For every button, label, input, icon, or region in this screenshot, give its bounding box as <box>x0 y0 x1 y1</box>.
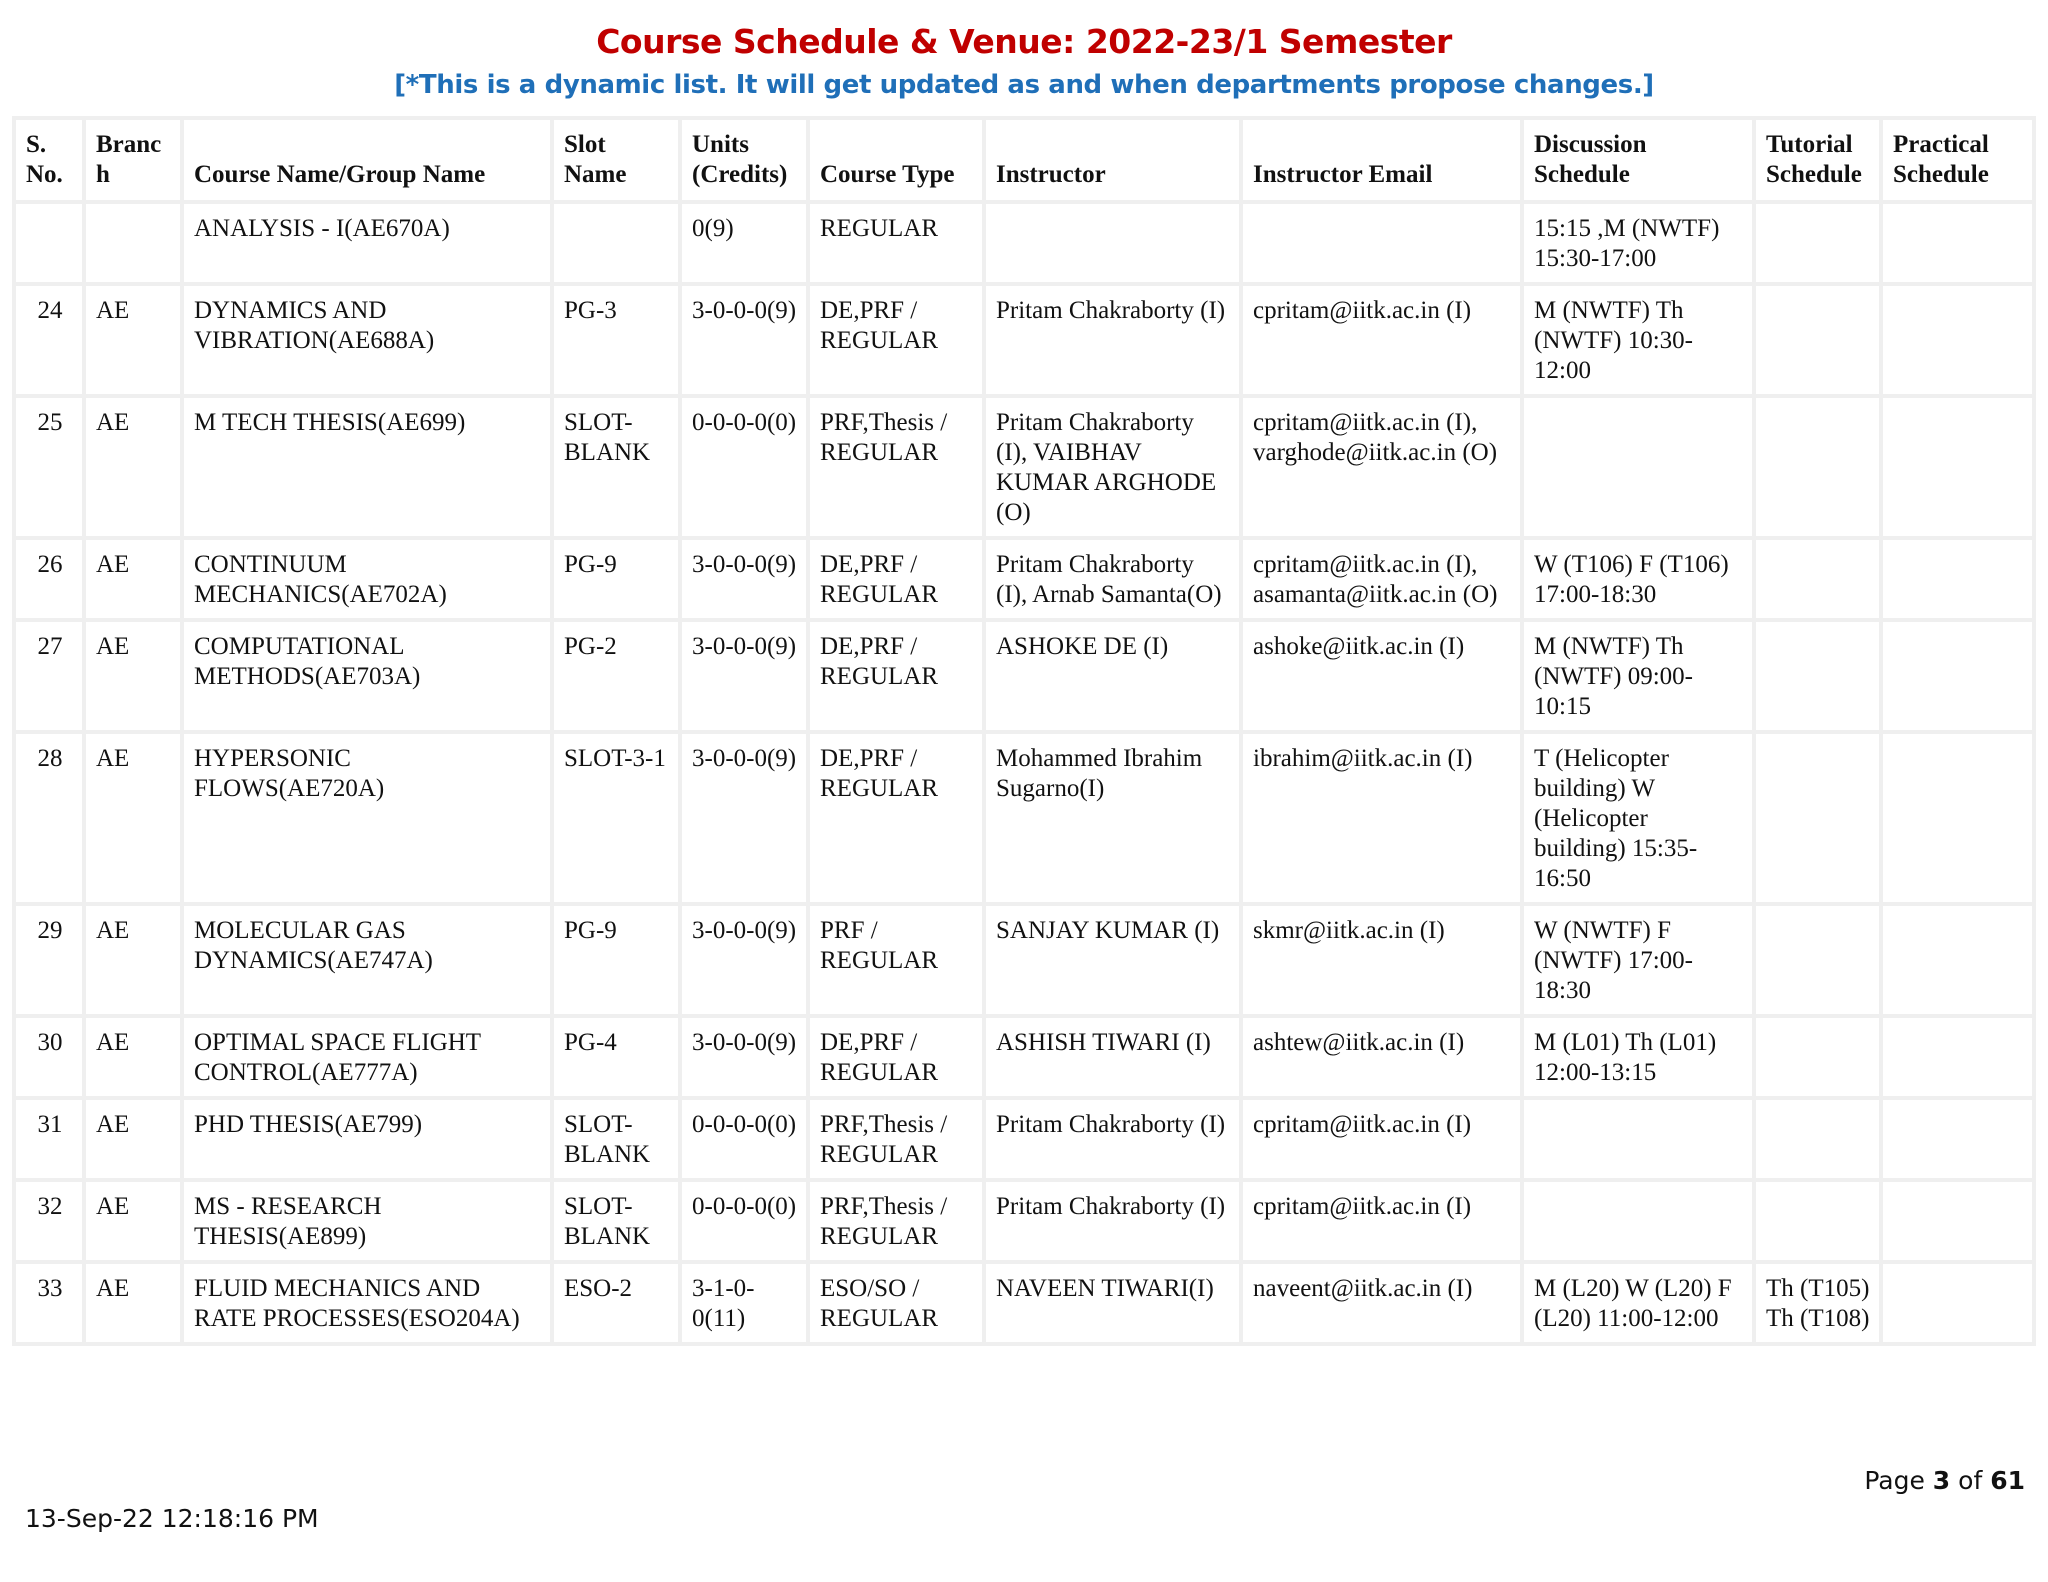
table-row <box>14 1098 2034 1180</box>
page-total: 61 <box>1990 1466 2025 1495</box>
cell-slot-name: PG-4 <box>552 1016 680 1098</box>
cell-instructor: Pritam Chakraborty (I) <box>984 1180 1241 1262</box>
cell-discussion-schedule <box>1522 1098 1754 1180</box>
cell-instructor: Pritam Chakraborty (I), VAIBHAV KUMAR ARGHODE (O) <box>984 396 1241 538</box>
cell-course-type: REGULAR <box>808 202 984 284</box>
cell-instructor-email: skmr@iitk.ac.in (I) <box>1241 904 1522 1016</box>
cell-course-name: COMPUTATIONAL METHODS(AE703A) <box>182 620 552 732</box>
cell-instructor: Pritam Chakraborty (I) <box>984 1098 1241 1180</box>
column-header-practical-schedule: Practical Schedule <box>1881 118 2034 202</box>
cell-branch: AE <box>84 284 182 396</box>
cell-practical-schedule <box>1881 1016 2034 1098</box>
cell-instructor <box>984 202 1241 284</box>
cell-discussion-schedule: W (T106) F (T106) 17:00-18:30 <box>1522 538 1754 620</box>
page-number <box>1864 1466 2025 1495</box>
cell-course-name: ANALYSIS - I(AE670A) <box>182 202 552 284</box>
cell-instructor: NAVEEN TIWARI(I) <box>984 1262 1241 1344</box>
cell-units: 3-0-0-0(9) <box>680 620 808 732</box>
cell-slot-name <box>552 202 680 284</box>
cell-branch: AE <box>84 1098 182 1180</box>
cell-discussion-schedule: M (NWTF) Th (NWTF) 10:30-12:00 <box>1522 284 1754 396</box>
cell-slot-name: PG-2 <box>552 620 680 732</box>
table-row <box>14 538 2034 620</box>
cell-branch: AE <box>84 538 182 620</box>
cell-units: 0-0-0-0(0) <box>680 396 808 538</box>
cell-sno: 26 <box>14 538 84 620</box>
table-row <box>14 1016 2034 1098</box>
cell-units: 0(9) <box>680 202 808 284</box>
cell-tutorial-schedule <box>1754 732 1881 904</box>
cell-instructor-email: cpritam@iitk.ac.in (I) <box>1241 284 1522 396</box>
column-header-sno: S. No. <box>14 118 84 202</box>
cell-course-type: DE,PRF / REGULAR <box>808 538 984 620</box>
page-subtitle: [*This is a dynamic list. It will get updated as and when departments propose changes.] <box>394 70 1654 100</box>
cell-tutorial-schedule: Th (T105) Th (T108) <box>1754 1262 1881 1344</box>
cell-slot-name: ESO-2 <box>552 1262 680 1344</box>
cell-units: 0-0-0-0(0) <box>680 1098 808 1180</box>
table-row <box>14 284 2034 396</box>
cell-tutorial-schedule <box>1754 396 1881 538</box>
print-timestamp: 13-Sep-22 12:18:16 PM <box>25 1504 319 1533</box>
cell-practical-schedule <box>1881 620 2034 732</box>
cell-slot-name: PG-9 <box>552 904 680 1016</box>
cell-branch: AE <box>84 732 182 904</box>
cell-practical-schedule <box>1881 396 2034 538</box>
cell-sno: 29 <box>14 904 84 1016</box>
cell-course-type: PRF,Thesis / REGULAR <box>808 1180 984 1262</box>
cell-practical-schedule <box>1881 284 2034 396</box>
cell-course-type: PRF / REGULAR <box>808 904 984 1016</box>
cell-instructor: SANJAY KUMAR (I) <box>984 904 1241 1016</box>
cell-slot-name: PG-9 <box>552 538 680 620</box>
page-current: 3 <box>1932 1466 1951 1495</box>
table-header-row <box>14 118 2034 202</box>
cell-tutorial-schedule <box>1754 620 1881 732</box>
cell-instructor: ASHOKE DE (I) <box>984 620 1241 732</box>
cell-course-name: M TECH THESIS(AE699) <box>182 396 552 538</box>
cell-instructor-email: cpritam@iitk.ac.in (I) <box>1241 1098 1522 1180</box>
column-header-course-name: Course Name/Group Name <box>182 118 552 202</box>
cell-sno: 24 <box>14 284 84 396</box>
cell-branch: AE <box>84 620 182 732</box>
cell-units: 3-0-0-0(9) <box>680 538 808 620</box>
cell-slot-name: PG-3 <box>552 284 680 396</box>
cell-practical-schedule <box>1881 1262 2034 1344</box>
page-title: Course Schedule & Venue: 2022-23/1 Semester <box>596 22 1452 61</box>
cell-course-type: PRF,Thesis / REGULAR <box>808 396 984 538</box>
cell-discussion-schedule <box>1522 396 1754 538</box>
cell-course-type: DE,PRF / REGULAR <box>808 732 984 904</box>
column-header-units: Units (Credits) <box>680 118 808 202</box>
cell-tutorial-schedule <box>1754 284 1881 396</box>
course-schedule-table <box>12 116 2036 1346</box>
column-header-branch: Branch <box>84 118 182 202</box>
cell-instructor-email: ibrahim@iitk.ac.in (I) <box>1241 732 1522 904</box>
cell-practical-schedule <box>1881 202 2034 284</box>
cell-units: 3-1-0-0(11) <box>680 1262 808 1344</box>
cell-discussion-schedule: T (Helicopter building) W (Helicopter building) 15:35-16:50 <box>1522 732 1754 904</box>
cell-sno <box>14 202 84 284</box>
cell-tutorial-schedule <box>1754 202 1881 284</box>
table-row <box>14 732 2034 904</box>
cell-instructor: Mohammed Ibrahim Sugarno(I) <box>984 732 1241 904</box>
cell-discussion-schedule <box>1522 1180 1754 1262</box>
cell-practical-schedule <box>1881 1180 2034 1262</box>
cell-instructor: Pritam Chakraborty (I), Arnab Samanta(O) <box>984 538 1241 620</box>
cell-instructor: ASHISH TIWARI (I) <box>984 1016 1241 1098</box>
cell-course-type: PRF,Thesis / REGULAR <box>808 1098 984 1180</box>
cell-units: 3-0-0-0(9) <box>680 732 808 904</box>
cell-discussion-schedule: M (L20) W (L20) F (L20) 11:00-12:00 <box>1522 1262 1754 1344</box>
cell-instructor-email: ashtew@iitk.ac.in (I) <box>1241 1016 1522 1098</box>
cell-units: 3-0-0-0(9) <box>680 284 808 396</box>
table-row <box>14 1180 2034 1262</box>
cell-practical-schedule <box>1881 1098 2034 1180</box>
cell-instructor-email: ashoke@iitk.ac.in (I) <box>1241 620 1522 732</box>
column-header-course-type: Course Type <box>808 118 984 202</box>
cell-course-name: HYPERSONIC FLOWS(AE720A) <box>182 732 552 904</box>
table-row <box>14 396 2034 538</box>
cell-course-name: MS - RESEARCH THESIS(AE899) <box>182 1180 552 1262</box>
cell-units: 3-0-0-0(9) <box>680 1016 808 1098</box>
cell-branch: AE <box>84 1016 182 1098</box>
cell-instructor-email: cpritam@iitk.ac.in (I), varghode@iitk.ac.in (O) <box>1241 396 1522 538</box>
cell-slot-name: SLOT-BLANK <box>552 1098 680 1180</box>
cell-tutorial-schedule <box>1754 1098 1881 1180</box>
cell-tutorial-schedule <box>1754 904 1881 1016</box>
cell-sno: 30 <box>14 1016 84 1098</box>
cell-discussion-schedule: W (NWTF) F (NWTF) 17:00-18:30 <box>1522 904 1754 1016</box>
cell-sno: 32 <box>14 1180 84 1262</box>
table-row <box>14 1262 2034 1344</box>
cell-sno: 28 <box>14 732 84 904</box>
column-header-instructor: Instructor <box>984 118 1241 202</box>
cell-course-name: OPTIMAL SPACE FLIGHT CONTROL(AE777A) <box>182 1016 552 1098</box>
cell-course-name: FLUID MECHANICS AND RATE PROCESSES(ESO204A) <box>182 1262 552 1344</box>
table-row <box>14 620 2034 732</box>
cell-practical-schedule <box>1881 904 2034 1016</box>
cell-units: 3-0-0-0(9) <box>680 904 808 1016</box>
cell-branch: AE <box>84 1262 182 1344</box>
cell-course-type: DE,PRF / REGULAR <box>808 1016 984 1098</box>
cell-tutorial-schedule <box>1754 538 1881 620</box>
cell-course-name: DYNAMICS AND VIBRATION(AE688A) <box>182 284 552 396</box>
cell-course-type: ESO/SO / REGULAR <box>808 1262 984 1344</box>
cell-instructor: Pritam Chakraborty (I) <box>984 284 1241 396</box>
cell-course-type: DE,PRF / REGULAR <box>808 284 984 396</box>
cell-slot-name: SLOT-3-1 <box>552 732 680 904</box>
column-header-tutorial-schedule: Tutorial Schedule <box>1754 118 1881 202</box>
cell-branch: AE <box>84 1180 182 1262</box>
cell-branch: AE <box>84 396 182 538</box>
cell-course-name: MOLECULAR GAS DYNAMICS(AE747A) <box>182 904 552 1016</box>
cell-tutorial-schedule <box>1754 1016 1881 1098</box>
cell-sno: 33 <box>14 1262 84 1344</box>
page-prefix: Page <box>1864 1466 1933 1495</box>
table-row <box>14 202 2034 284</box>
cell-slot-name: SLOT-BLANK <box>552 396 680 538</box>
cell-branch <box>84 202 182 284</box>
cell-practical-schedule <box>1881 732 2034 904</box>
cell-course-name: CONTINUUM MECHANICS(AE702A) <box>182 538 552 620</box>
cell-sno: 31 <box>14 1098 84 1180</box>
cell-tutorial-schedule <box>1754 1180 1881 1262</box>
cell-instructor-email <box>1241 202 1522 284</box>
cell-instructor-email: naveent@iitk.ac.in (I) <box>1241 1262 1522 1344</box>
column-header-slot-name: Slot Name <box>552 118 680 202</box>
cell-branch: AE <box>84 904 182 1016</box>
table-row <box>14 904 2034 1016</box>
cell-discussion-schedule: M (NWTF) Th (NWTF) 09:00-10:15 <box>1522 620 1754 732</box>
cell-course-type: DE,PRF / REGULAR <box>808 620 984 732</box>
cell-discussion-schedule: M (L01) Th (L01) 12:00-13:15 <box>1522 1016 1754 1098</box>
cell-practical-schedule <box>1881 538 2034 620</box>
cell-sno: 27 <box>14 620 84 732</box>
cell-course-name: PHD THESIS(AE799) <box>182 1098 552 1180</box>
cell-instructor-email: cpritam@iitk.ac.in (I), asamanta@iitk.ac.in (O) <box>1241 538 1522 620</box>
page-of: of <box>1950 1466 1991 1495</box>
cell-slot-name: SLOT-BLANK <box>552 1180 680 1262</box>
cell-sno: 25 <box>14 396 84 538</box>
cell-discussion-schedule: 15:15 ,M (NWTF) 15:30-17:00 <box>1522 202 1754 284</box>
cell-units: 0-0-0-0(0) <box>680 1180 808 1262</box>
column-header-discussion-schedule: Discussion Schedule <box>1522 118 1754 202</box>
cell-instructor-email: cpritam@iitk.ac.in (I) <box>1241 1180 1522 1262</box>
column-header-instructor-email: Instructor Email <box>1241 118 1522 202</box>
